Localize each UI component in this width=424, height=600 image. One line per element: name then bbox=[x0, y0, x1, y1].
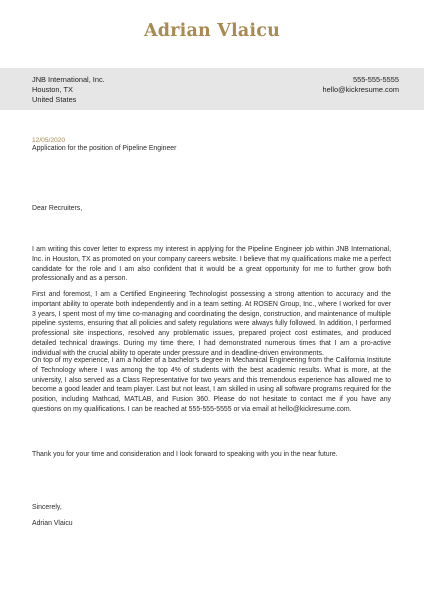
contact-band bbox=[0, 68, 424, 110]
letter-date: 12/05/2020 bbox=[32, 137, 66, 144]
body-paragraph-1: I am writing this cover letter to express my interest in applying for the Pipeline Engineer job within JNB International, Inc. in Houston, TX as promoted on your company careers website. I believe that my qualifications make me a perfect candidate for the role and I am also confident that it would be a great opportunity for me to further grow both professionally and as a person. bbox=[32, 246, 391, 283]
recipient-country: United States bbox=[32, 95, 77, 105]
body-paragraph-3: On top of my experience, I am a holder of a bachelor's degree in Mechanical Engineering from the California Institute of Technology where I was among the top 4% of students with the best academic results. What is more, at the university, I also served as a Class Representative for two years and this tremendous experience has allowed me to become a good leader and team player. Last but not least, I am skilled in using all software programs required for the position, including Mathcad, MATLAB, and Fusion 360. Please do not hesitate to contact me if you have any questions on my qualifications. I can be reached at 555-555-5555 or via email at hello@kickresume.com. bbox=[32, 357, 391, 413]
applicant-name: Adrian Vlaicu bbox=[143, 21, 281, 41]
recipient-address bbox=[32, 75, 105, 106]
letter-subject: Application for the position of Pipeline Engineer bbox=[32, 145, 177, 152]
sender-email: hello@kickresume.com bbox=[322, 85, 399, 95]
body-paragraph-2: First and foremost, I am a Certified Engineering Technologist possessing a strong attention to accuracy and the important ability to operate both independently and in a team setting. At ROSEN Group, Inc., where I worked for over 3 years, I spent most of my time co-managing and coordinating the design, construction, and maintenance of multiple pipeline systems, ensuring that all policies and safety regulations were always fully followed. In addition, I performed professional site inspections, resolved any problematic issues, prepared project cost estimates, and produced detailed technical drawings. During my time there, I had demonstrated numerous times that I am a pro-active individual with the crucial ability to operate under pressure and in deadline-driven environments. bbox=[32, 291, 391, 357]
letter-greeting: Dear Recruiters, bbox=[32, 205, 83, 212]
closing-line: Thank you for your time and consideration and I look forward to speaking with you in the near future. bbox=[32, 451, 338, 458]
sender-phone: 555-555-5555 bbox=[352, 75, 399, 84]
sender-contact bbox=[322, 75, 399, 95]
signature-name: Adrian Vlaicu bbox=[32, 520, 73, 527]
signoff: Sincerely, bbox=[32, 504, 62, 511]
recipient-company: JNB International, Inc. bbox=[32, 75, 105, 84]
recipient-city: Houston, TX bbox=[32, 85, 73, 95]
